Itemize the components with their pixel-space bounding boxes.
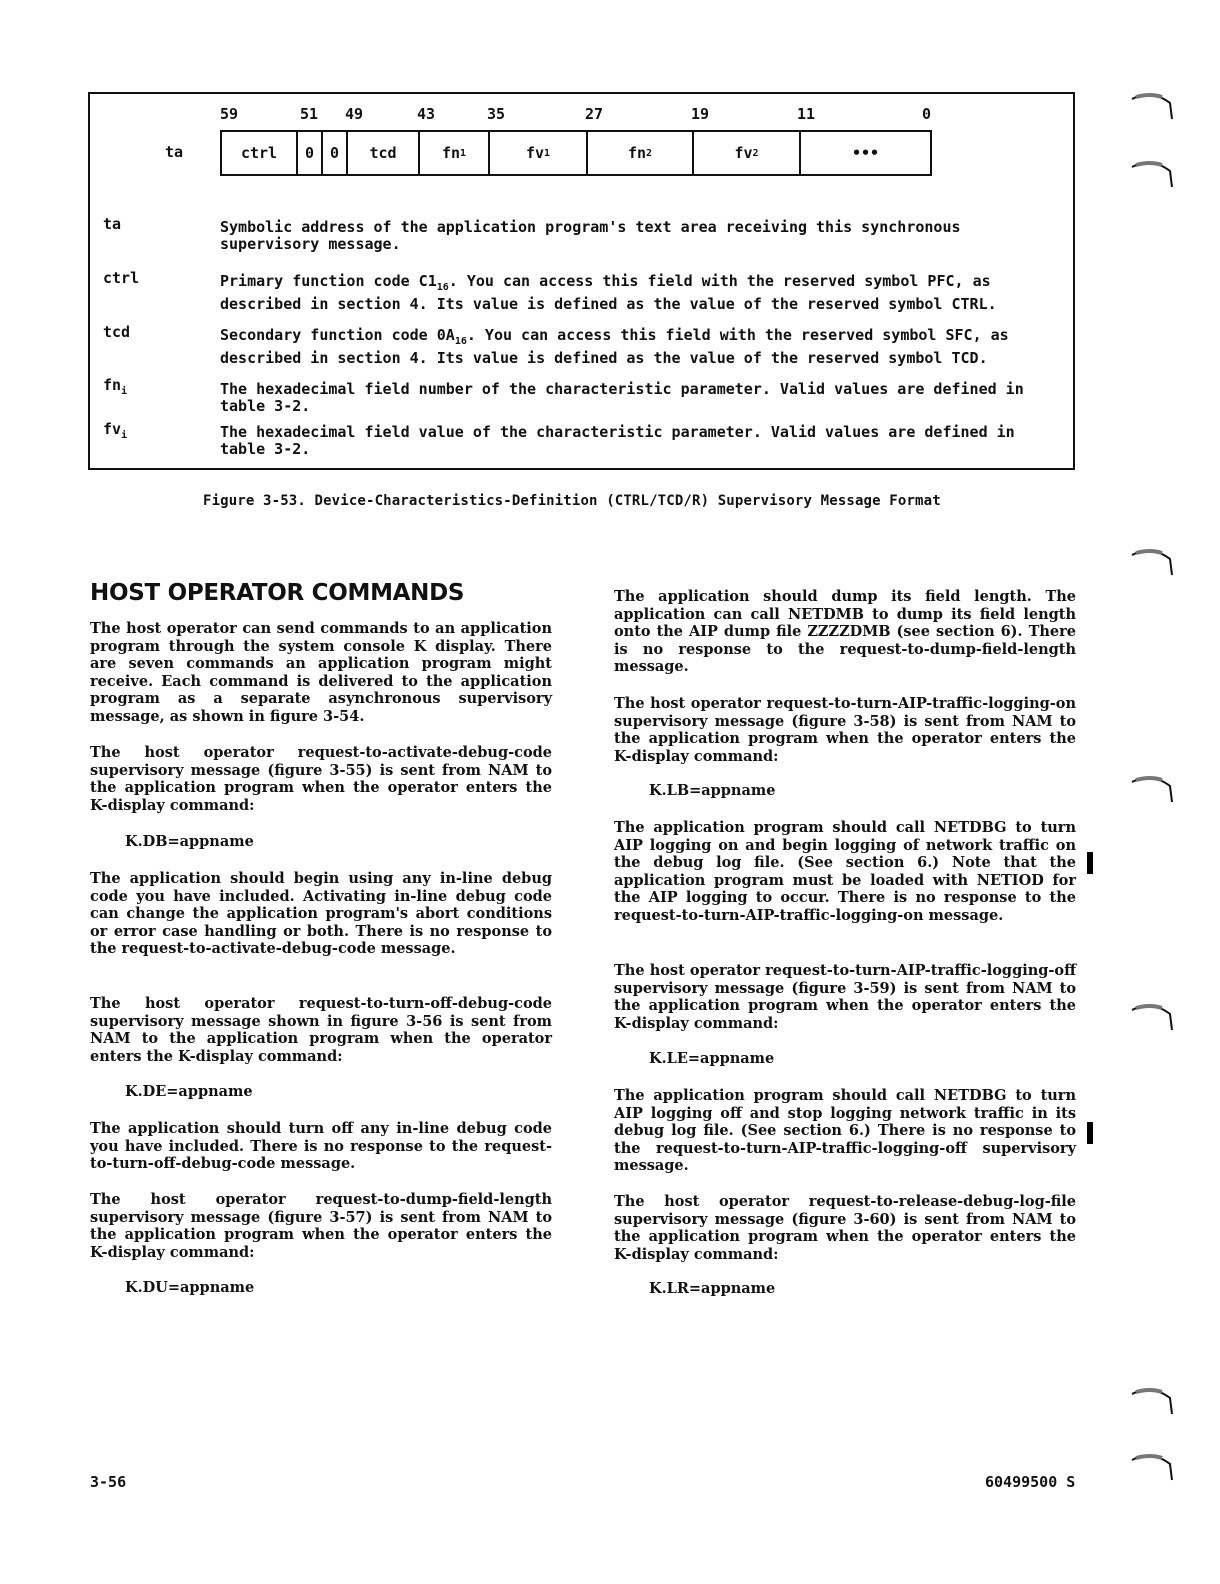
body-paragraph: The application program should call NETDBG to turn AIP logging off and stop logging network traffic in its debug log file. (See section 6.) There is no response to the request-to-turn-AIP-traffic-logging-off supervisory message. — [614, 1087, 1076, 1175]
document-number: 60499500 S — [985, 1473, 1076, 1491]
field-fv2: fv 2 — [694, 132, 801, 174]
body-paragraph: The host operator request-to-turn-AIP-traffic-logging-on supervisory message (figure 3-58) is sent from NAM to the application program when the operator enters the K-display command: — [614, 695, 1076, 765]
body-paragraph: The host operator request-to-dump-field-length supervisory message (figure 3-57) is sent from NAM to the application program when the operator enters the K-display command: — [90, 1191, 552, 1261]
field-ellipsis: ••• — [851, 144, 880, 162]
definition-text: The hexadecimal field number of the characteristic parameter. Valid values are defined in table 3-2. — [220, 380, 1024, 415]
definition-term: tcd — [103, 323, 131, 341]
definition-term: ctrl — [103, 269, 140, 287]
bit-label: 35 — [487, 105, 506, 123]
change-bar — [1087, 852, 1093, 874]
body-paragraph: The application should dump its field length. The application can call NETDMB to dump its field length onto the AIP dump file ZZZZDMB (see section 6). There is no response to the request-to-dump-field-length message. — [614, 588, 1076, 676]
bit-label: 27 — [585, 105, 604, 123]
body-paragraph: The host operator request-to-turn-off-debug-code supervisory message shown in figure 3-56 is sent from NAM to the application program when the operator enters the K-display command: — [90, 995, 552, 1065]
field-tcd: tcd — [348, 132, 420, 174]
body-paragraph: The host operator request-to-turn-AIP-traffic-logging-off supervisory message (figure 3-59) is sent from NAM to the application program when the operator enters the K-display command: — [614, 962, 1076, 1032]
body-paragraph: The host operator request-to-activate-debug-code supervisory message (figure 3-55) is sent from NAM to the application program when the operator enters the K-display command: — [90, 744, 552, 814]
bit-label: 43 — [417, 105, 436, 123]
field-zero: 0 — [298, 132, 323, 174]
binder-hole-mark — [1128, 1446, 1176, 1482]
binder-hole-mark — [1128, 996, 1176, 1032]
command-example: K.LB=appname — [649, 782, 776, 799]
command-example: K.LR=appname — [649, 1280, 776, 1297]
body-paragraph: The application should begin using any in-line debug code you have included. Activating in-line debug code can change the application program's abort conditions or error case handling or both. There is no response to the request-to-activate-debug-code message. — [90, 870, 552, 958]
binder-hole-mark — [1128, 153, 1176, 189]
bit-label: 49 — [345, 105, 364, 123]
bit-label: 0 — [922, 105, 932, 123]
figure-caption: Figure 3-53. Device-Characteristics-Definition (CTRL/TCD/R) Supervisory Message Format — [203, 493, 941, 509]
bit-label: 11 — [797, 105, 816, 123]
body-paragraph: The application program should call NETDBG to turn AIP logging on and begin logging of network traffic on the debug log file. (See section 6.) Note that the application program must be loaded with NETIOD for the AIP logging to occur. There is no response to the request-to-turn-AIP-traffic-logging-on message. — [614, 819, 1076, 924]
change-bar — [1087, 1122, 1093, 1144]
bit-label: 19 — [691, 105, 710, 123]
command-example: K.LE=appname — [649, 1050, 775, 1067]
field-fn2: fn 2 — [588, 132, 694, 174]
body-paragraph: The host operator can send commands to an application program through the system console K display. There are seven commands an application program might receive. Each command is delivered to the application program as a separate asynchronous supervisory message, as shown in figure 3-54. — [90, 620, 552, 725]
command-example: K.DB=appname — [125, 833, 254, 850]
definition-text: Secondary function code $0A_{16}$. You can access this field with the reserved symbol SFC, as described in section 4. Its value is defined as the value of the reserved symbol TCD. — [220, 326, 1009, 367]
definition-text: Symbolic address of the application program's text area receiving this synchronous supervisory message. — [220, 218, 961, 253]
word-label: ta — [165, 143, 184, 161]
bit-label: 51 — [300, 105, 319, 123]
field-fv1: fv 1 — [490, 132, 588, 174]
definition-text: Primary function code $C1_{16}$. You can access this field with the reserved symbol PFC, as described in section 4. Its value is defined as the value of the reserved symbol CTRL. — [220, 272, 997, 313]
command-example: K.DU=appname — [125, 1279, 255, 1296]
definition-term: $fv_i$ — [103, 420, 128, 441]
definition-term: $fn_i$ — [103, 376, 128, 397]
definition-term: ta — [103, 215, 122, 233]
field-zero: 0 — [323, 132, 348, 174]
binder-hole-mark — [1128, 1380, 1176, 1416]
message-word — [220, 130, 932, 176]
field-ctrl: ctrl — [222, 132, 298, 174]
body-paragraph: The host operator request-to-release-debug-log-file supervisory message (figure 3-60) is sent from NAM to the application program when the operator enters the K-display command: — [614, 1193, 1076, 1263]
bit-label: 59 — [220, 105, 239, 123]
binder-hole-mark — [1128, 768, 1176, 804]
command-example: K.DE=appname — [125, 1083, 253, 1100]
definition-text: The hexadecimal field value of the characteristic parameter. Valid values are defined in table 3-2. — [220, 423, 1015, 458]
body-paragraph: The application should turn off any in-line debug code you have included. There is no response to the request-to-turn-off-debug-code message. — [90, 1120, 552, 1173]
section-heading: HOST OPERATOR COMMANDS — [90, 580, 465, 606]
binder-hole-mark — [1128, 541, 1176, 577]
page-number: 3-56 — [90, 1473, 127, 1491]
field-fn1: fn 1 — [420, 132, 490, 174]
binder-hole-mark — [1128, 85, 1176, 121]
